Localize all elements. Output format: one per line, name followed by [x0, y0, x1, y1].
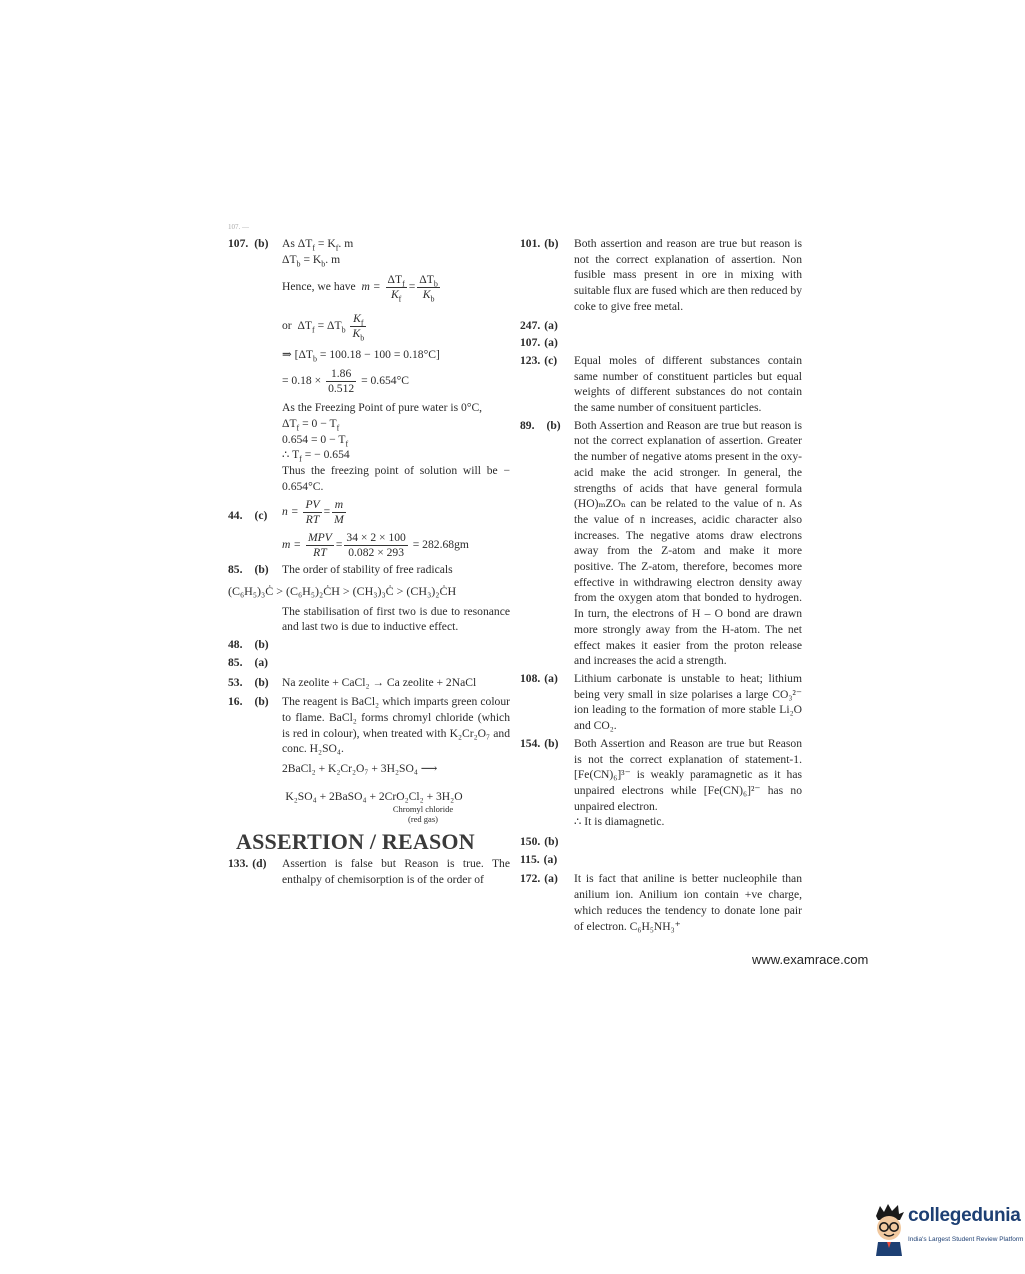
question-number: 89. (b): [520, 418, 561, 432]
question-number: 115. (a): [520, 852, 558, 866]
equation-line: Na zeolite + CaCl₂ → Ca zeolite + 2NaCl: [282, 675, 477, 689]
equation-line: As $\Delta T_f = K_f$. m: [282, 237, 354, 253]
equation-line: $\Delta T_f = 0 - T_f$: [282, 416, 340, 433]
question-number: 85. (a): [228, 655, 269, 669]
equation-line: = 0.18 × $\frac{1.86}{0.512}$ = 0.654°C: [282, 367, 409, 396]
paragraph: The order of stability of free radicals: [282, 563, 453, 577]
brand-logo: [872, 1200, 1024, 1260]
paragraph: Thus the freezing point of solution will be − 0.654°C.: [282, 463, 510, 493]
answer-16: [228, 694, 510, 777]
answer-53: [228, 675, 510, 691]
question-number: 107. (b): [228, 237, 269, 250]
question-number: 44. (c): [228, 509, 268, 523]
right-column: [520, 236, 802, 933]
question-number: 85. (b): [228, 563, 269, 577]
question-number: 16. (b): [228, 695, 269, 709]
reaction-label: Chromyl chloride: [392, 804, 454, 815]
watermark-text: www.examrace.com: [752, 952, 869, 967]
section-heading: ASSERTION / REASON: [236, 829, 475, 855]
answer-85-b: [228, 655, 510, 671]
equation-line: n = $\frac{PV}{RT}$ = $\frac{m}{M}$: [282, 498, 344, 527]
paragraph: Both Assertion and Reason are true but Reason is not the correct explanation of statement-1. [Fe(CN)₆]³⁻ is weakly paramagnetic as it has unpaired electrons while [Fe(CN)₆]²⁻ has no unpaired electron.: [574, 736, 802, 813]
reaction-line: K₂SO₄ + 2BaSO₄ + 2CrO₂Cl₂ + 3H₂O: [285, 789, 463, 803]
answer-107-left: [228, 236, 510, 494]
left-column: [228, 236, 510, 889]
question-number: 133. (d): [228, 857, 267, 871]
brand-name: collegedunia: [908, 1205, 1021, 1226]
equation-line: Hence, we have m = $\frac{\Delta T_f}{K_f}$ = $\frac{\Delta T_b}{K_b}$: [282, 273, 438, 304]
question-number: 150. (b): [520, 835, 559, 849]
answer-150: [520, 834, 802, 850]
paragraph: Both assertion and reason are true but reason is not the correct explanation of assertion. Non fusible mass present in ore in mixing with suitable flux are fused which are then reduced by coke to give free metal.: [574, 237, 802, 313]
paragraph: Assertion is false but Reason is true. The enthalpy of chemisorption is of the order of: [282, 857, 510, 886]
reaction-label: (red gas): [408, 814, 438, 825]
answer-154: [520, 736, 802, 830]
paragraph: The stabilisation of first two is due to resonance and last two is due to inductive effect.: [282, 604, 510, 634]
brand-tagline: India's Largest Student Review Platform: [908, 1236, 1024, 1243]
question-number: 123. (c): [520, 353, 558, 367]
question-number: 154. (b): [520, 736, 559, 750]
question-number: 48. (b): [228, 638, 269, 652]
question-number: 101. (b): [520, 237, 559, 250]
radical-order: (C₆H₅)₃Ċ > (C₆H₅)₂ĊH > (CH₃)₃Ċ > (CH₃)₂ĊH: [228, 584, 457, 599]
equation-line: $\Delta T_b = K_b$. m: [282, 252, 341, 269]
answer-89: [520, 418, 802, 669]
equation-line: m = $\frac{\text{MPV}}{RT}$ = $\frac{34 \times 2 \times 100}{0.082 \times 293}$ = 282.68gm: [282, 531, 469, 560]
answer-115: [520, 852, 802, 868]
equation-line: or $\Delta T_f = \Delta T_b$ $\frac{K_f}{K_b}$: [282, 312, 365, 343]
answer-247: [520, 318, 802, 334]
question-number: 108. (a): [520, 671, 558, 685]
page-top-mark: 107. —: [228, 223, 249, 231]
answer-101: [520, 236, 802, 315]
question-number: 53. (b): [228, 675, 269, 689]
answer-48: [228, 637, 510, 653]
answer-85: [228, 562, 510, 578]
answer-44: [228, 498, 510, 560]
conclusion-line: ∴ It is diamagnetic.: [574, 815, 665, 829]
answer-108: [520, 671, 802, 734]
answer-123: [520, 353, 802, 416]
answer-133: [228, 856, 510, 887]
paragraph: As the Freezing Point of pure water is 0°C,: [282, 401, 483, 415]
equation-line: ∴ $T_f$ = − 0.654: [282, 448, 350, 464]
answer-107-right: [520, 335, 802, 351]
question-number: 247. (a): [520, 318, 558, 332]
equation-line: $0.654 = 0 - T_f$: [282, 432, 349, 448]
answer-85-explanation: [228, 604, 510, 635]
paragraph: Equal moles of different substances contain same number of constituent particles but equal weights of different substances do not contain the same number of consituent particles.: [574, 353, 802, 415]
paragraph: Lithium carbonate is unstable to heat; lithium being very small in size polarises a large CO₃²⁻ ion leading to the formation of more stable Li₂O and CO₂.: [574, 671, 802, 733]
answer-172: [520, 871, 802, 933]
equation-line: ⇒ $[\Delta T_b = 100.18 - 100 = 0.18^\circ C]$: [282, 348, 440, 364]
reaction-line: 2BaCl₂ + K₂Cr₂O₇ + 3H₂SO₄ ⟶: [282, 762, 438, 776]
question-number: 107. (a): [520, 336, 558, 350]
mascot-icon: [872, 1202, 906, 1256]
question-number: 172. (a): [520, 872, 558, 886]
paragraph: Both Assertion and Reason are true but reason is not the correct explanation of assertion. Greater the number of negative atoms present in the oxy-acid make the acid stronger. In general, the strengths of acids that have general formula (HO)ₘZOₙ can be related to the value of n. As the value of n increases, acidic character also increases. The negative atoms draw electrons away from the Z-atom and make it more positive. The Z-atom, therefore, becomes more effective in withdrawing electron density away from the oxygen atom that bonded to hydrogen. In turn, the electrons of H – O bond are drawn more strongly away from the H-atom. The net effect makes it easier from the proton release and increases the acid a strength.: [574, 418, 802, 668]
paragraph: The reagent is BaCl₂ which imparts green colour to flame. BaCl₂ forms chromyl chloride (which is red in colour), when treated with K₂Cr₂O₇ and conc. H₂SO₄.: [282, 695, 510, 756]
paragraph: It is fact that aniline is better nucleophile than anilium ion. Anilium ion contain +ve charge, which reduces the tendency to donate lone pair of electron. C₆H₅NH₃⁺: [574, 872, 802, 933]
